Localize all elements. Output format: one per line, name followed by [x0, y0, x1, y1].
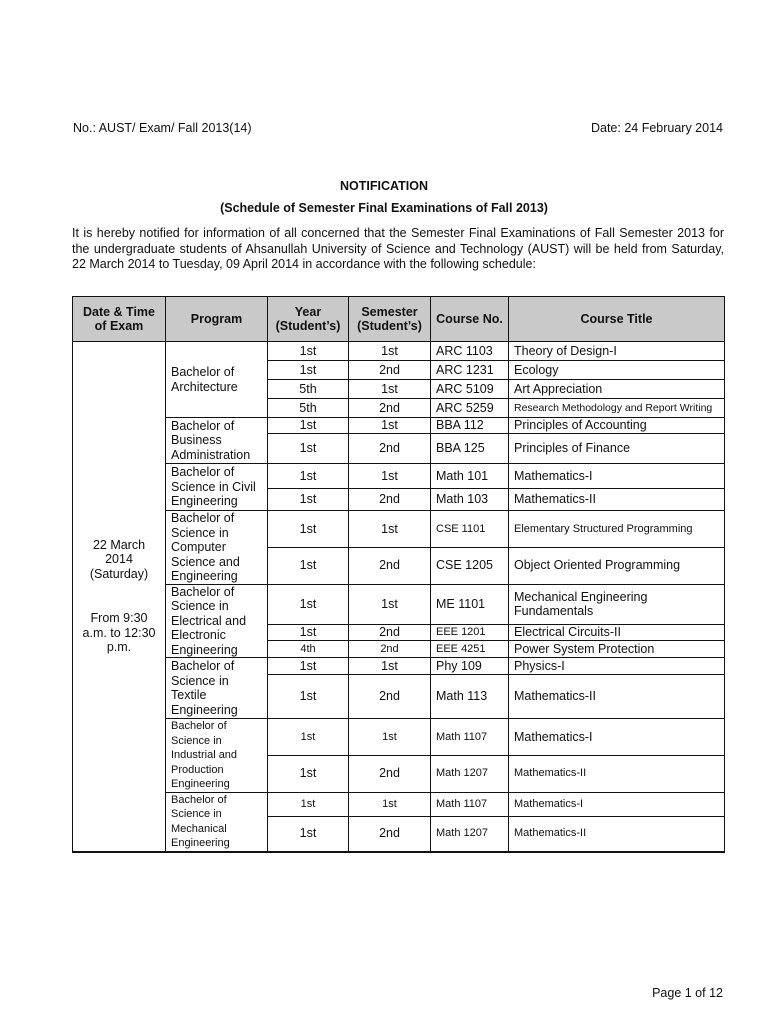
- course-title-cell: Principles of Accounting: [509, 418, 725, 434]
- course-no-cell: BBA 112: [431, 418, 509, 434]
- course-no-cell: Math 113: [431, 675, 509, 719]
- course-no-cell: ARC 5259: [431, 399, 509, 418]
- course-title-cell: Elementary Structured Programming: [509, 511, 725, 548]
- course-no-cell: BBA 125: [431, 434, 509, 464]
- semester-cell: 2nd: [349, 434, 431, 464]
- exam-time: From 9:30 a.m. to 12:30 p.m.: [82, 611, 156, 655]
- course-no-cell: Math 1207: [431, 816, 509, 851]
- semester-cell: 2nd: [349, 624, 431, 640]
- year-cell: 1st: [268, 434, 349, 464]
- year-cell: 5th: [268, 380, 349, 399]
- year-cell: [268, 755, 349, 792]
- year-cell: 1st: [268, 342, 349, 361]
- notice-date: Date: 24 February 2014: [590, 121, 723, 135]
- header-year: Year (Student’s): [268, 297, 349, 342]
- program-civil: Bachelor of Science in Civil Engineering: [166, 464, 268, 511]
- program-cse: Bachelor of Science in Computer Science and Engineering: [166, 511, 268, 585]
- header-course-title: Course Title: [509, 297, 725, 342]
- program-eee: Bachelor of Science in Electrical and Electronic Engineering: [166, 584, 268, 658]
- year-cell: 1st: [268, 464, 349, 489]
- course-title-cell: Mathematics-I: [509, 464, 725, 489]
- semester-cell: 2nd: [349, 816, 431, 851]
- table-row: [73, 464, 725, 489]
- semester-cell: 1st: [349, 464, 431, 489]
- course-title-cell: Mathematics-I: [509, 792, 725, 816]
- program-ipe: Bachelor of Science in Industrial and Production Engineering: [166, 719, 268, 793]
- course-title-cell: Object Oriented Programming: [509, 547, 725, 584]
- semester-cell: 2nd: [349, 361, 431, 380]
- semester-cell: 2nd: [349, 547, 431, 584]
- exam-day: 22 March 2014 (Saturday): [89, 537, 149, 581]
- course-title-cell: Mathematics-II: [509, 755, 725, 792]
- course-no-cell: ARC 5109: [431, 380, 509, 399]
- course-title-cell: Mathematics-II: [509, 489, 725, 511]
- course-no-cell: Math 1107: [431, 792, 509, 816]
- header-course-no: Course No.: [431, 297, 509, 342]
- year-cell: 1st: [268, 624, 349, 640]
- reference-number: No.: AUST/ Exam/ Fall 2013(14): [73, 121, 252, 135]
- course-no-cell: CSE 1101: [431, 511, 509, 548]
- year-cell: 1st: [268, 511, 349, 548]
- semester-cell: 1st: [349, 342, 431, 361]
- course-no-cell: ARC 1231: [431, 361, 509, 380]
- table-row: [73, 719, 725, 756]
- semester-cell: 1st: [349, 792, 431, 816]
- year-cell: 1st: [268, 418, 349, 434]
- course-no-cell: Math 103: [431, 489, 509, 511]
- table-row: [73, 658, 725, 675]
- semester-cell: 1st: [349, 418, 431, 434]
- program-architecture: Bachelor of Architecture: [166, 342, 268, 418]
- semester-cell: 2nd: [349, 489, 431, 511]
- year-cell: 1st: [268, 489, 349, 511]
- semester-cell: 1st: [349, 658, 431, 675]
- semester-cell: 1st: [349, 584, 431, 624]
- table-row: [73, 418, 725, 434]
- exam-date-cell: [73, 342, 166, 852]
- year-cell: 1st: [268, 547, 349, 584]
- header-program: Program: [166, 297, 268, 342]
- course-title-cell: Mechanical Engineering Fundamentals: [509, 584, 725, 624]
- semester-cell: 1st: [349, 511, 431, 548]
- year-value: 1st: [299, 766, 317, 781]
- course-no-cell: Math 1107: [431, 719, 509, 756]
- notice-title: NOTIFICATION: [340, 179, 428, 193]
- course-no-cell: EEE 1201: [431, 624, 509, 640]
- semester-cell: 1st: [349, 380, 431, 399]
- notice-subtitle: (Schedule of Semester Final Examinations of Fall 2013): [220, 201, 548, 215]
- year-cell: 1st: [268, 361, 349, 380]
- course-no-cell: Math 101: [431, 464, 509, 489]
- page-number: Page 1 of 12: [652, 986, 723, 1000]
- course-title-cell: Theory of Design-I: [509, 342, 725, 361]
- intro-paragraph: It is hereby notified for information of all concerned that the Semester Final Examinations of Fall Semester 2013 for the undergraduate students of Ahsanullah University of Science and Technology (AUST) will be held from Saturday, 22 March 2014 to Tuesday, 09 April 2014 in accordance with the following schedule:: [72, 226, 724, 271]
- course-title-cell: Mathematics-II: [509, 675, 725, 719]
- course-no-cell: Math 1207: [431, 755, 509, 792]
- course-title-cell: Physics-I: [509, 658, 725, 675]
- year-cell: 1st: [268, 584, 349, 624]
- table-row: [73, 584, 725, 624]
- year-cell: 1st: [268, 658, 349, 675]
- semester-cell: 1st: [349, 719, 431, 756]
- course-title-cell: Art Appreciation: [509, 380, 725, 399]
- course-title-cell: Principles of Finance: [509, 434, 725, 464]
- semester-cell: 2nd: [349, 755, 431, 792]
- year-cell: 1st: [268, 675, 349, 719]
- year-cell: 1st: [268, 719, 349, 756]
- table-row: [73, 792, 725, 816]
- table-row: [73, 511, 725, 548]
- course-no-cell: Phy 109: [431, 658, 509, 675]
- course-no-cell: EEE 4251: [431, 640, 509, 657]
- semester-cell: 2nd: [349, 675, 431, 719]
- course-no-cell: ME 1101: [431, 584, 509, 624]
- course-title-cell: Research Methodology and Report Writing: [509, 399, 725, 418]
- year-cell: 5th: [268, 399, 349, 418]
- header-semester: Semester (Student’s): [349, 297, 431, 342]
- year-cell: 4th: [268, 640, 349, 657]
- course-title-cell: Mathematics-I: [509, 719, 725, 756]
- course-no-cell: ARC 1103: [431, 342, 509, 361]
- course-title-cell: Ecology: [509, 361, 725, 380]
- semester-cell: 2nd: [349, 399, 431, 418]
- year-cell: 1st: [268, 792, 349, 816]
- program-bba: Bachelor of Business Administration: [166, 418, 268, 464]
- semester-cell: 2nd: [349, 640, 431, 657]
- course-title-cell: Mathematics-II: [509, 816, 725, 851]
- program-me: Bachelor of Science in Mechanical Engineering: [166, 792, 268, 852]
- course-title-cell: Electrical Circuits-II: [509, 624, 725, 640]
- course-no-cell: CSE 1205: [431, 547, 509, 584]
- program-textile: Bachelor of Science in Textile Engineering: [166, 658, 268, 719]
- header-date: Date & Time of Exam: [73, 297, 166, 342]
- exam-schedule-table: [72, 296, 725, 853]
- table-row: [73, 342, 725, 361]
- table-header-row: [73, 297, 725, 342]
- year-cell: 1st: [268, 816, 349, 851]
- course-title-cell: Power System Protection: [509, 640, 725, 657]
